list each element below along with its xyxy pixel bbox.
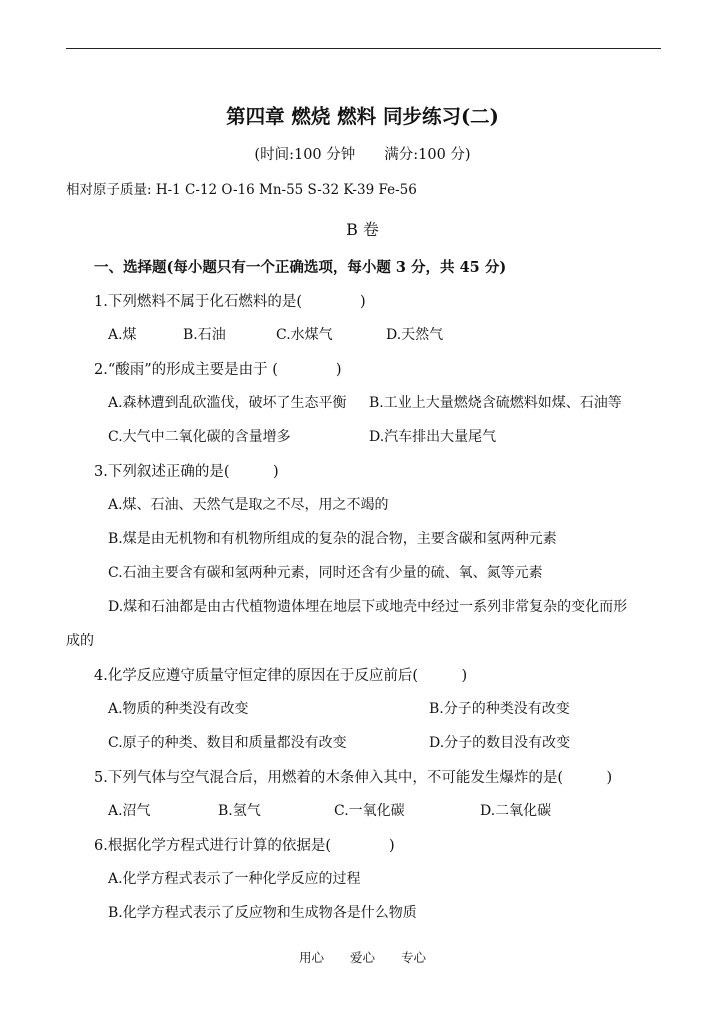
question-3-option-d-continued: 成的: [66, 633, 94, 649]
question-5-option-d: D.二氧化碳: [480, 803, 552, 819]
question-4-option-c: C.原子的种类、数目和质量都没有改变: [108, 735, 347, 751]
question-6-option-b: B.化学方程式表示了反应物和生成物各是什么物质: [108, 905, 417, 921]
question-3-stem: 3.下列叙述正确的是( ): [94, 464, 279, 480]
question-3-option-a: A.煤、石油、天然气是取之不尽，用之不竭的: [108, 497, 389, 513]
question-5-stem: 5.下列气体与空气混合后，用燃着的木条伸入其中，不可能发生爆炸的是( ): [94, 770, 613, 786]
question-5-option-b: B.氢气: [218, 803, 261, 819]
section-label: B 卷: [346, 220, 379, 239]
question-5-option-c: C.一氧化碳: [334, 803, 405, 819]
question-3-option-b: B.煤是由无机物和有机物所组成的复杂的混合物，主要含碳和氢两种元素: [108, 531, 557, 547]
question-3-option-d: D.煤和石油都是由古代植物遗体埋在地层下或地壳中经过一系列非常复杂的变化而形: [108, 599, 628, 615]
page-title: 第四章 燃烧 燃料 同步练习(二): [226, 105, 499, 128]
question-1-stem: 1.下列燃料不属于化石燃料的是( ): [94, 294, 366, 310]
exam-info: (时间:100 分钟 满分:100 分): [254, 147, 471, 163]
question-4-option-a: A.物质的种类没有改变: [108, 701, 249, 717]
question-1-option-c: C.水煤气: [276, 327, 333, 343]
question-1-option-d: D.天然气: [386, 327, 444, 343]
question-4-option-b: B.分子的种类没有改变: [429, 701, 570, 717]
question-4-stem: 4.化学反应遵守质量守恒定律的原因在于反应前后( ): [94, 668, 468, 684]
question-6-option-a: A.化学方程式表示了一种化学反应的过程: [108, 871, 361, 887]
question-1-option-a: A.煤: [108, 327, 137, 343]
question-2-option-d: D.汽车排出大量尾气: [369, 429, 497, 445]
footer-word-3: 专心: [400, 950, 426, 965]
part-heading: 一、选择题(每小题只有一个正确选项，每小题 3 分，共 45 分): [94, 259, 507, 276]
question-4-option-d: D.分子的数目没有改变: [429, 735, 571, 751]
question-2-option-a: A.森林遭到乱砍滥伐，破坏了生态平衡: [108, 395, 347, 411]
atomic-masses: 相对原子质量: H-1 C-12 O-16 Mn-55 S-32 K-39 Fe-56: [66, 182, 417, 198]
header-rule: [66, 48, 661, 49]
question-2-option-b: B.工业上大量燃烧含硫燃料如煤、石油等: [369, 395, 622, 411]
footer-word-2: 爱心: [349, 950, 375, 965]
question-2-option-c: C.大气中二氧化碳的含量增多: [108, 429, 291, 445]
question-5-option-a: A.沼气: [108, 803, 151, 819]
question-3-option-c: C.石油主要含有碳和氢两种元素，同时还含有少量的硫、氧、氮等元素: [108, 565, 543, 581]
question-2-stem: 2.“酸雨”的形成主要是由于 ( ): [94, 362, 342, 378]
footer-word-1: 用心: [298, 950, 324, 965]
footer: [0, 948, 725, 966]
question-6-stem: 6.根据化学方程式进行计算的依据是( ): [94, 838, 395, 854]
question-1-option-b: B.石油: [183, 327, 226, 343]
